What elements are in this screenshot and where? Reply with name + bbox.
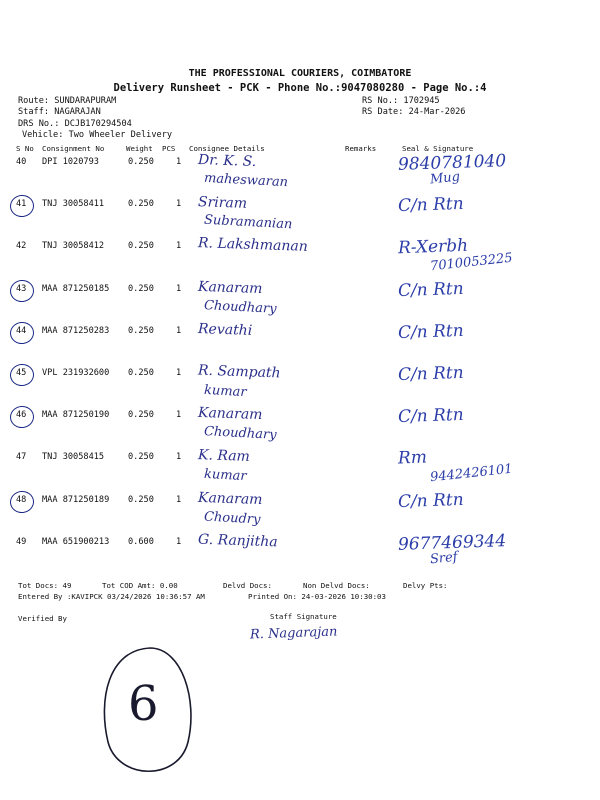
delivered-docs: Delvd Docs: <box>223 581 272 590</box>
seal-signature-extra: 7010053225 <box>429 251 514 275</box>
seal-signature: C/n Rtn <box>397 405 465 428</box>
row-pcs: 1 <box>176 325 182 336</box>
row-weight: 0.250 <box>128 410 154 421</box>
consignee-name-line2: kumar <box>203 467 247 485</box>
row-consignment: TNJ 30058411 <box>42 199 105 210</box>
row-consignment: TNJ 30058412 <box>42 241 105 252</box>
row-sno: 47 <box>16 452 27 463</box>
consignee-name-line1: Kanaram <box>197 405 263 424</box>
consignee-name-line1: Sriram <box>197 194 248 213</box>
consignee-name-line2: Subramanian <box>203 212 293 233</box>
row-weight: 0.250 <box>128 241 154 252</box>
consignee-name-line1: R. Sampath <box>197 362 281 382</box>
col-weight: Weight <box>126 144 153 153</box>
company-title: THE PROFESSIONAL COURIERS, COIMBATORE <box>188 68 412 79</box>
runsheet-subtitle: Delivery Runsheet - PCK - Phone No.:9047080280 - Page No.:4 <box>113 82 487 94</box>
staff-signature-label: Staff Signature <box>270 612 337 621</box>
row-weight: 0.250 <box>128 199 154 210</box>
seal-signature: C/n Rtn <box>397 194 465 217</box>
consignee-name-line1: Kanaram <box>197 278 263 297</box>
seal-signature: Rm <box>397 447 428 469</box>
consignee-name-line2: Choudry <box>203 509 261 528</box>
consignee-name-line1: Revathi <box>197 320 253 339</box>
row-consignment: VPL 231932600 <box>42 368 110 378</box>
non-delivered-docs: Non Delvd Docs: <box>303 581 370 590</box>
seal-signature: C/n Rtn <box>397 278 465 301</box>
row-pcs: 1 <box>176 199 182 210</box>
total-docs: Tot Docs: 49 <box>18 581 72 590</box>
printed-on: Printed On: 24-03-2026 10:30:03 <box>248 592 386 601</box>
row-weight: 0.600 <box>128 536 154 547</box>
rs-number: RS No.: 1702945 <box>362 96 440 106</box>
seal-signature-extra: 9442426101 <box>429 462 514 486</box>
consignee-name-line1: Kanaram <box>197 489 263 508</box>
row-pcs: 1 <box>176 157 182 167</box>
row-consignment: MAA 871250190 <box>42 410 110 421</box>
row-consignment: MAA 871250283 <box>42 325 110 336</box>
row-consignment: DPI 1020793 <box>42 157 99 167</box>
col-seal: Seal & Signature <box>402 144 474 153</box>
seal-signature: C/n Rtn <box>397 362 465 386</box>
consignee-name-line2: Choudhary <box>203 297 277 317</box>
row-sno: 43 <box>16 283 27 294</box>
row-weight: 0.250 <box>128 283 154 294</box>
big-number: 6 <box>128 676 159 732</box>
consignee-name-line1: G. Ranjitha <box>197 531 278 551</box>
row-sno: 48 <box>16 494 27 505</box>
row-sno: 41 <box>16 199 27 210</box>
entered-by: Entered By :KAVIPCK 03/24/2026 10:36:57 AM <box>18 592 205 601</box>
consignee-name-line2: maheswaran <box>203 170 289 191</box>
col-pcs: PCS <box>162 144 176 153</box>
col-sno: S No <box>16 144 34 153</box>
route-label: Route: SUNDARAPURAM <box>18 96 117 106</box>
row-pcs: 1 <box>176 410 182 421</box>
row-pcs: 1 <box>176 283 182 294</box>
row-consignment: MAA 871250185 <box>42 283 110 294</box>
row-weight: 0.250 <box>128 368 154 378</box>
verified-by: Verified By <box>18 614 67 623</box>
row-pcs: 1 <box>176 241 182 252</box>
staff-signature: R. Nagarajan <box>249 624 338 643</box>
total-cod: Tot COD Amt: 0.00 <box>102 581 178 590</box>
row-weight: 0.250 <box>128 452 154 463</box>
consignee-name-line1: Dr. K. S. <box>197 151 257 171</box>
consignee-name-line2: kumar <box>203 382 247 401</box>
col-consignee: Consignee Details <box>189 144 265 153</box>
row-sno: 46 <box>16 410 27 421</box>
row-sno: 40 <box>16 157 27 167</box>
seal-signature-extra: Mug <box>429 169 461 188</box>
row-consignment: MAA 651900213 <box>42 536 110 547</box>
delivery-points: Delvy Pts: <box>403 581 448 590</box>
seal-signature: 9677469344 <box>397 530 507 555</box>
row-pcs: 1 <box>176 368 182 378</box>
row-sno: 44 <box>16 325 27 336</box>
drs-label: DRS No.: DCJB170294504 <box>18 119 132 129</box>
row-consignment: MAA 871250189 <box>42 494 110 505</box>
staff-label: Staff: NAGARAJAN <box>18 107 101 117</box>
row-weight: 0.250 <box>128 325 154 336</box>
seal-signature: R-Xerbh <box>397 236 469 259</box>
row-consignment: TNJ 30058415 <box>42 452 105 463</box>
col-remarks: Remarks <box>345 144 377 153</box>
seal-signature-extra: Sref <box>429 549 459 568</box>
seal-signature: C/n Rtn <box>397 320 465 343</box>
rs-date: RS Date: 24-Mar-2026 <box>362 107 466 117</box>
row-weight: 0.250 <box>128 494 154 505</box>
vehicle-label: Vehicle: Two Wheeler Delivery <box>22 130 173 140</box>
consignee-name-line1: R. Lakshmanan <box>197 235 309 256</box>
consignee-name-line1: K. Ram <box>197 447 251 466</box>
col-consignment: Consignment No <box>42 144 105 153</box>
row-sno: 42 <box>16 241 27 252</box>
seal-signature: C/n Rtn <box>397 489 465 512</box>
row-sno: 49 <box>16 536 27 547</box>
row-pcs: 1 <box>176 536 182 547</box>
row-pcs: 1 <box>176 494 182 505</box>
row-pcs: 1 <box>176 452 182 463</box>
seal-signature: 9840781040 <box>397 151 507 175</box>
row-sno: 45 <box>16 368 27 378</box>
row-weight: 0.250 <box>128 157 154 167</box>
consignee-name-line2: Choudhary <box>203 424 277 444</box>
